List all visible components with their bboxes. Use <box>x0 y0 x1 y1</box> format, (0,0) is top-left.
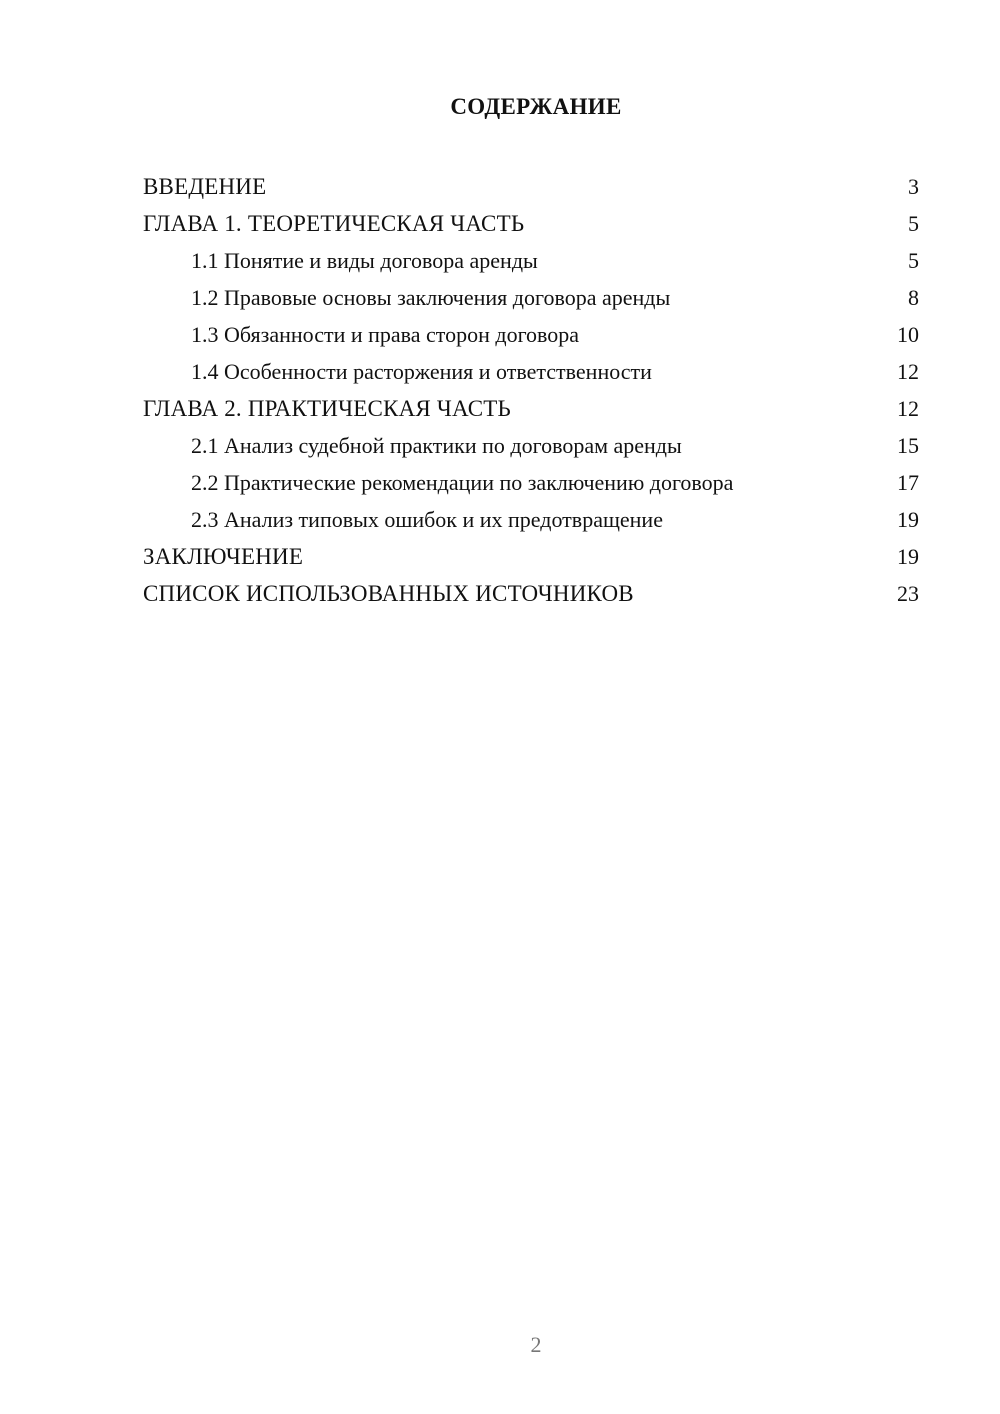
toc-entry-page: 19 <box>897 544 919 569</box>
toc-entry-introduction[interactable] <box>143 168 919 205</box>
toc-entry-section-1-2[interactable] <box>143 279 919 316</box>
toc-entry-text: 2.2 Практические рекомендации по заключению договора <box>191 470 734 495</box>
toc-entry-page: 19 <box>897 507 919 532</box>
toc-entry-text: 1.2 Правовые основы заключения договора аренды <box>191 285 671 310</box>
toc-entry-text: 2.1 Анализ судебной практики по договорам аренды <box>191 433 682 458</box>
toc-entry-page: 5 <box>908 248 919 273</box>
toc-entry-page: 17 <box>897 470 919 495</box>
toc-entry-text: ЗАКЛЮЧЕНИЕ <box>143 544 304 569</box>
toc-entry-page: 23 <box>897 581 919 606</box>
toc-entry-page: 15 <box>897 433 919 458</box>
toc-entry-text: 1.1 Понятие и виды договора аренды <box>191 248 538 273</box>
toc-entry-text: 1.4 Особенности расторжения и ответственности <box>191 359 652 384</box>
page-title: СОДЕРЖАНИЕ <box>450 94 622 119</box>
table-of-contents <box>143 168 919 612</box>
toc-entry-page: 12 <box>897 359 919 384</box>
toc-entry-section-1-1[interactable] <box>143 242 919 279</box>
toc-entry-section-2-3[interactable] <box>143 501 919 538</box>
toc-entry-chapter-1[interactable] <box>143 205 919 242</box>
toc-entry-page: 3 <box>908 174 919 199</box>
toc-entry-section-1-4[interactable] <box>143 353 919 390</box>
toc-entry-page: 12 <box>897 396 919 421</box>
toc-entry-section-2-2[interactable] <box>143 464 919 501</box>
toc-entry-page: 10 <box>897 322 919 347</box>
toc-entry-chapter-2[interactable] <box>143 390 919 427</box>
toc-entry-text: ГЛАВА 2. ПРАКТИЧЕСКАЯ ЧАСТЬ <box>143 396 511 421</box>
toc-entry-text: ВВЕДЕНИЕ <box>143 174 267 199</box>
toc-entry-page: 5 <box>908 211 919 236</box>
page-number: 2 <box>530 1332 542 1357</box>
toc-entry-text: 1.3 Обязанности и права сторон договора <box>191 322 580 347</box>
toc-entry-section-2-1[interactable] <box>143 427 919 464</box>
toc-entry-references[interactable] <box>143 575 919 612</box>
toc-entry-conclusion[interactable] <box>143 538 919 575</box>
toc-entry-section-1-3[interactable] <box>143 316 919 353</box>
toc-entry-page: 8 <box>908 285 919 310</box>
toc-entry-text: ГЛАВА 1. ТЕОРЕТИЧЕСКАЯ ЧАСТЬ <box>143 211 525 236</box>
toc-entry-text: 2.3 Анализ типовых ошибок и их предотвращение <box>191 507 663 532</box>
toc-entry-text: СПИСОК ИСПОЛЬЗОВАННЫХ ИСТОЧНИКОВ <box>143 581 634 606</box>
